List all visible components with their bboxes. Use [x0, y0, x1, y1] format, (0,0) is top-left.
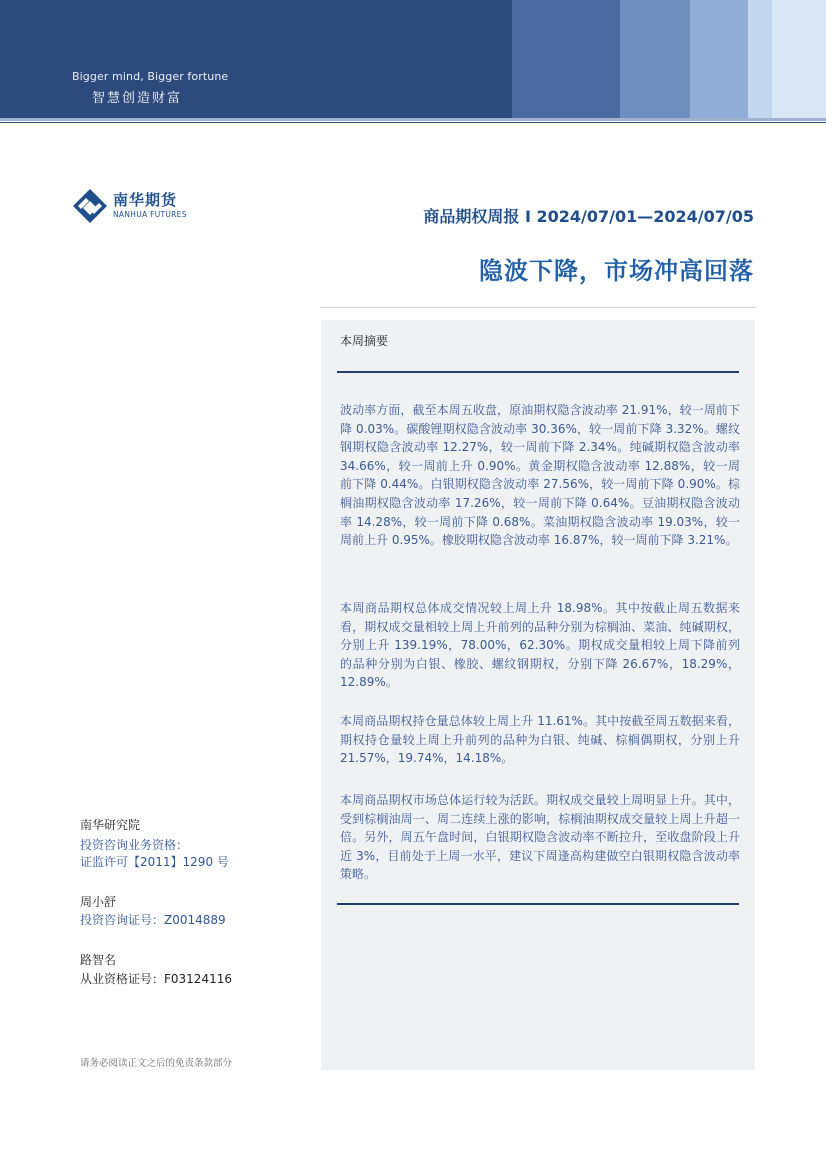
institute-name: 南华研究院	[80, 818, 141, 832]
summary-heading: 本周摘要	[340, 334, 389, 348]
analyst-name: 周小舒	[80, 895, 117, 909]
logo-name-cn: 南华期货	[113, 191, 178, 209]
banner-stripe	[772, 0, 826, 118]
tagline-chinese: 智慧创造财富	[92, 91, 183, 106]
banner-divider	[0, 118, 826, 121]
tagline-english: Bigger mind, Bigger fortune	[72, 70, 229, 83]
title-divider	[320, 307, 756, 308]
summary-divider-top	[337, 371, 739, 373]
summary-paragraph-market: 本周商品期权市场总体运行较为活跃。期权成交量较上周明显上升。其中，受到棕榈油周一、周二连续上涨的影响，棕榈油期权成交量较上周上升超一倍。另外，周五午盘时间，白银期权隐含波动率不断拉升，至收盘阶段上升近 3%，目前处于上周一水平，建议下周逢高构建做空白银期权隐含波动率策略。	[340, 793, 740, 882]
summary-divider-bottom	[337, 903, 739, 905]
analyst-name: 路智名	[80, 953, 117, 967]
banner-stripe	[690, 0, 748, 118]
header-banner	[0, 0, 826, 118]
summary-paragraph-volume: 本周商品期权总体成交情况较上周上升 18.98%。其中按截止周五数据来看，期权成交量相较上周上升前列的品种分别为棕榈油、菜油、纯碱期权，分别上升 139.19%，78.00%，62.30%。期权成交量相较上周下降前列的品种分别为白银、橡胶、螺纹钢期权，分别下降 26.67%，18.29%，12.89%。	[340, 601, 740, 690]
analyst-credential: 从业资格证号：F03124116	[80, 972, 232, 986]
analyst-credential: 投资咨询证号：Z0014889	[80, 913, 226, 927]
company-logo	[72, 188, 222, 228]
institute-license-number: 证监许可【2011】1290 号	[80, 855, 229, 869]
report-type-line: 商品期权周报 I 2024/07/01—2024/07/05	[423, 207, 754, 226]
institute-license-label: 投资咨询业务资格：	[80, 838, 189, 852]
disclaimer-note: 请务必阅读正文之后的免责条款部分	[80, 1058, 233, 1069]
nanhua-logo-icon	[72, 188, 108, 224]
report-title: 隐波下降，市场冲高回落	[479, 257, 754, 285]
summary-paragraph-open-interest: 本周商品期权持仓量总体较上周上升 11.61%。其中按截至周五数据来看，期权持仓量较上周上升前列的品种为白银、纯碱、棕榈偶期权，分别上升 21.57%，19.74%，14.18%。	[340, 714, 740, 766]
summary-paragraph-volatility: 波动率方面，截至本周五收盘，原油期权隐含波动率 21.91%，较一周前下降 0.03%。碳酸锂期权隐含波动率 30.36%，较一周前下降 3.32%。螺纹钢期权隐含波动率 12.27%，较一周前下降 2.34%。纯碱期权隐含波动率 34.66%，较一周前上升 0.90%。黄金期权隐含波动率 12.88%，较一周前下降 0.44%。白银期权隐含波动率 27.56%，较一周前下降 0.90%。棕榈油期权隐含波动率 17.26%，较一周前下降 0.64%。豆油期权隐含波动率 14.28%，较一周前下降 0.68%。菜油期权隐含波动率 19.03%，较一周前上升 0.95%。橡胶期权隐含波动率 16.87%，较一周前下降 3.21%。	[340, 403, 740, 548]
banner-divider	[0, 122, 826, 123]
logo-name-en: NANHUA FUTURES	[113, 210, 187, 219]
